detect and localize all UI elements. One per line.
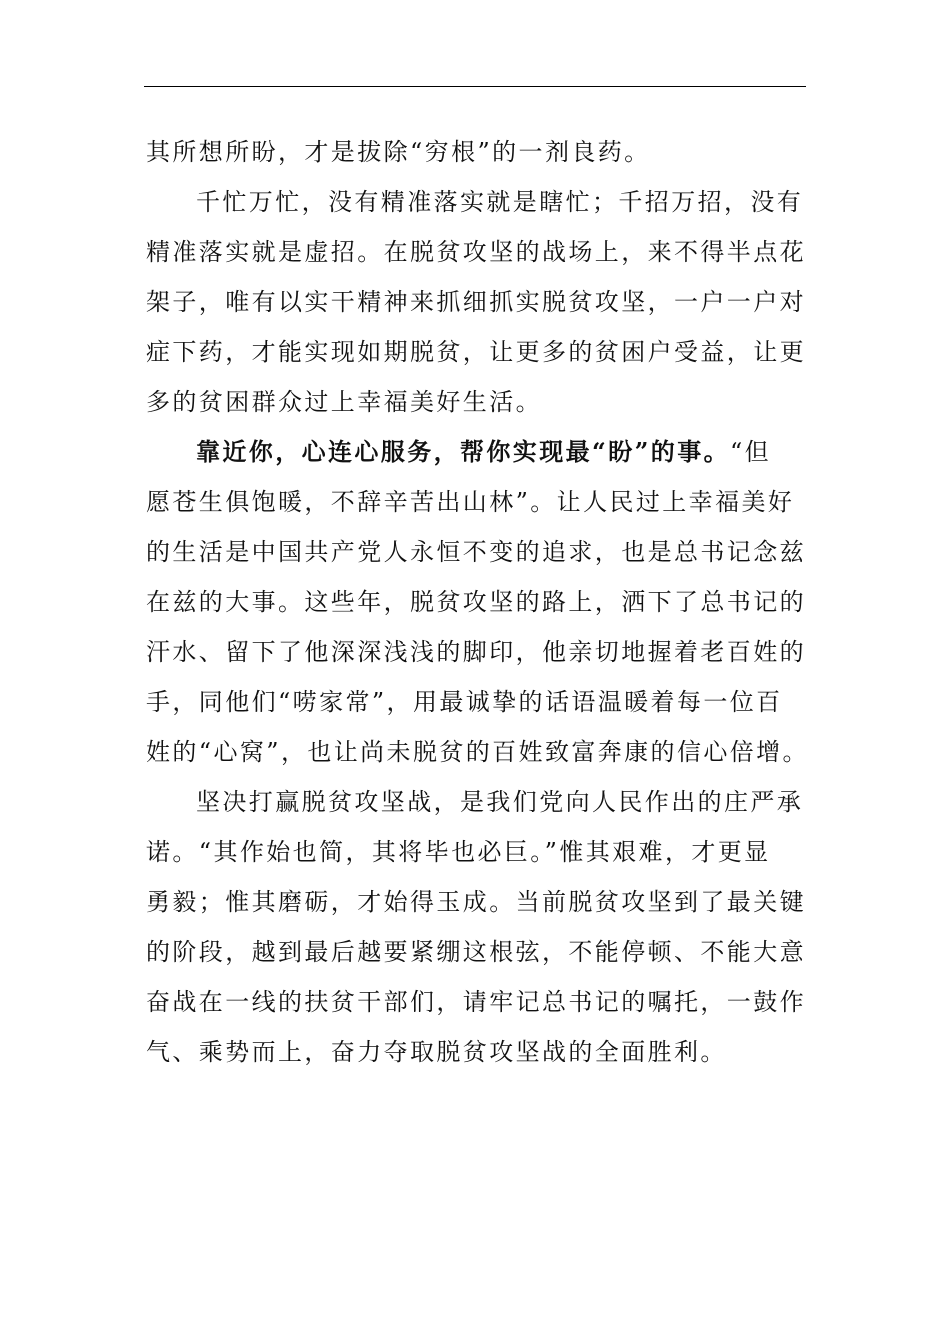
text-line: 诺。“其作始也简，其将毕也必巨。”惟其艰难，才更显 <box>146 838 771 866</box>
body-text <box>146 127 809 1077</box>
text-line: 姓的“心窝”，也让尚未脱贫的百姓致富奔康的信心倍增。 <box>146 738 809 766</box>
text-line: 其所想所盼，才是拔除“穷根”的一剂良药。 <box>146 138 651 166</box>
text-line: 的阶段，越到最后越要紧绷这根弦，不能停顿、不能大意 <box>146 938 806 966</box>
bold-heading: 靠近你，心连心服务，帮你实现最“盼”的事。 <box>196 437 731 466</box>
text-line: 精准落实就是虚招。在脱贫攻坚的战场上，来不得半点花 <box>146 238 806 266</box>
text-line: 汗水、留下了他深深浅浅的脚印，他亲切地握着老百姓的 <box>146 638 806 666</box>
text-line: 靠近你，心连心服务，帮你实现最“盼”的事。“但 <box>196 437 772 466</box>
text-line: 多的贫困群众过上幸福美好生活。 <box>146 388 542 416</box>
text-line: 愿苍生俱饱暖，不辞辛苦出山林”。让人民过上幸福美好 <box>146 488 795 516</box>
text-line: 坚决打赢脱贫攻坚战，是我们党向人民作出的庄严承 <box>196 788 804 816</box>
text-line: 气、乘势而上，奋力夺取脱贫攻坚战的全面胜利。 <box>146 1038 727 1066</box>
text-line: 勇毅；惟其磨砺，才始得玉成。当前脱贫攻坚到了最关键 <box>146 888 806 916</box>
text-line: 手，同他们“唠家常”，用最诚挚的话语温暖着每一位百 <box>146 688 783 716</box>
header-rule <box>144 86 806 87</box>
text-line: 架子，唯有以实干精神来抓细抓实脱贫攻坚，一户一户对 <box>146 288 806 316</box>
text-line: 的生活是中国共产党人永恒不变的追求，也是总书记念兹 <box>146 538 806 566</box>
text-line: 千忙万忙，没有精准落实就是瞎忙；千招万招，没有 <box>196 188 804 216</box>
text-line: 奋战在一线的扶贫干部们，请牢记总书记的嘱托，一鼓作 <box>146 988 806 1016</box>
text-line: 在兹的大事。这些年，脱贫攻坚的路上，洒下了总书记的 <box>146 588 806 616</box>
text-line: 症下药，才能实现如期脱贫，让更多的贫困户受益，让更 <box>146 338 806 366</box>
